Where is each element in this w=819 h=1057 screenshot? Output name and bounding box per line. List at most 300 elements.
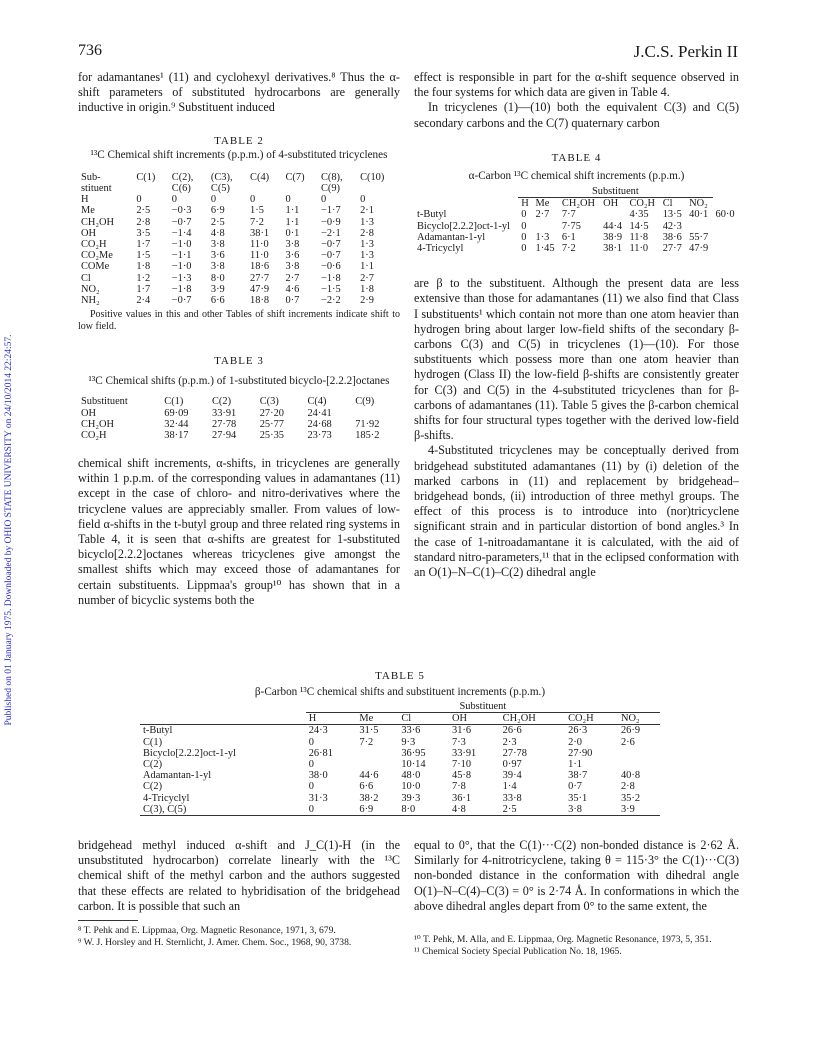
table-cell	[713, 232, 739, 243]
table-cell: 2·0	[568, 736, 582, 748]
table-cell: 48·0	[401, 770, 421, 782]
table-cell: 27·7	[662, 243, 682, 255]
table-cell: 44·4	[603, 220, 623, 232]
table-cell: 2·5	[210, 216, 225, 228]
paragraph: 4-Substituted tricyclenes may be conceptually derived from bridgehead substituted adamantanes (11) by (i) deletion of the marked carbons in (11) and replacement by bridgehead–bridgehead bonds, (ii) introduction of three methyl groups. The effect of this process is to introduce into (nor)tricyclene significant strain and in particular distortion of bond angles.³ In the case of 1-nitroadamantane it is calculated, with the aid of standard nitro-parameters,¹¹ that in the eclipsed conformation with an O(1)–N–C(1)–C(2) dihedral angle	[414, 443, 739, 580]
footnote: ¹⁰ T. Pehk, M. Alla, and E. Lippmaa, Org. Magnetic Resonance, 1973, 5, 351.	[414, 934, 712, 946]
column-header: NO₂	[618, 713, 660, 725]
table-cell: 0	[521, 231, 527, 243]
paragraph: chemical shift increments, α-shifts, in tricyclenes are generally within 1 p.p.m. of the corresponding values in adamantanes (11) except in the case of chloro- and nitro-derivatives where the tricyclene values are appreciably smaller. From values of low-field α-shifts in the t-butyl group and three related ring systems in Table 4, it is seen that α-shifts are greatest for 1-substituted bicyclo[2.2.2]octanes whereas tricyclenes give amongst the smallest shifts which may exceed those of adamantanes for certain substituents. Lippmaa's group¹⁰ has shown that in a number of bicyclic systems both the	[78, 456, 400, 607]
table-cell: 2·5	[136, 205, 151, 217]
table-cell: 1·1	[360, 261, 374, 273]
row-label: CH₂OH	[81, 418, 115, 430]
table-cell: 33·91	[212, 407, 237, 419]
table-cell: −1·8	[320, 272, 341, 284]
table-cell: 1·4	[502, 781, 517, 793]
table-cell: −0·7	[171, 295, 192, 307]
row-label: OH	[81, 227, 97, 239]
table-cell: 44·6	[359, 770, 379, 782]
table-cell	[352, 408, 400, 419]
column-header: C(4)	[250, 171, 270, 183]
left-column-bottom	[78, 838, 400, 948]
table-cell: 39·3	[401, 792, 421, 804]
table-cell: 2·8	[360, 227, 374, 239]
table-cell: 24·3	[308, 725, 328, 737]
table-cell: 8·0	[398, 804, 449, 816]
table-4-grid	[414, 186, 739, 254]
table-cell: 23·73	[307, 430, 332, 442]
table-cell: 9·3	[401, 736, 416, 748]
column-header: Substituent	[81, 396, 128, 408]
table-title: β-Carbon ¹³C chemical shifts and substituent increments (p.p.m.)	[254, 686, 546, 698]
table-row	[78, 273, 400, 284]
table-cell: −1·3	[171, 272, 192, 284]
row-label: 4-Tricyclyl	[143, 792, 190, 804]
table-cell: 3·8	[285, 239, 300, 251]
table-cell: 25·77	[259, 418, 284, 430]
table-cell: 2·1	[360, 205, 374, 217]
table-cell: 7·8	[452, 781, 466, 793]
table-title: ¹³C Chemical shifts (p.p.m.) of 1-substituted bicyclo-[2.2.2]octanes	[88, 375, 390, 388]
table-cell: 3·8	[285, 261, 300, 273]
table-cell: 27·90	[568, 747, 593, 759]
table-cell	[356, 759, 398, 770]
table-cell: 35·1	[568, 792, 588, 804]
table-cell: −2·1	[320, 227, 341, 239]
table-cell: 11·0	[629, 243, 649, 255]
row-label: CO₂H	[81, 430, 107, 442]
table-cell: 0	[521, 209, 527, 221]
table-cell: 25·35	[259, 430, 284, 442]
table-cell: 1·1	[568, 759, 582, 771]
table-cell: 4·8	[210, 227, 225, 239]
row-label: C(3), C(5)	[140, 804, 306, 816]
row-label: Adamantan-1-yl	[143, 770, 212, 782]
download-sidebar	[2, 150, 16, 910]
table-cell: 71·92	[355, 418, 380, 430]
table-5-grid	[140, 701, 660, 816]
header-cell	[414, 186, 518, 198]
table-row	[140, 804, 660, 816]
table-cell: 6·6	[359, 781, 374, 793]
table-cell: −0·6	[320, 261, 341, 273]
table-cell: 0	[210, 194, 217, 206]
table-row	[140, 725, 660, 737]
row-label: CO₂Me	[81, 250, 113, 262]
table-row	[78, 295, 400, 306]
table-cell: 0·7	[285, 295, 300, 307]
table-cell: 0	[308, 736, 314, 748]
table-cell: 1·3	[360, 250, 374, 262]
table-cell: 1·1	[285, 205, 300, 217]
table-cell: 33·91	[452, 747, 477, 759]
table-cell: 10·14	[401, 759, 426, 771]
table-cell: 1·8	[360, 283, 374, 295]
table-cell: 2·4	[136, 295, 151, 307]
table-cell: 6·6	[210, 295, 225, 307]
table-cell: −1·8	[171, 283, 192, 295]
row-label: Me	[81, 205, 95, 217]
table-cell: 6·9	[356, 804, 398, 816]
table-cell: 0	[360, 194, 366, 206]
table-row	[78, 217, 400, 228]
paragraph: equal to 0°, that the C(1)···C(2) non-bonded distance is 2·62 Å. Similarly for 4-nitrotricyclene, taking θ = 115·3° the C(1)···C(3) non-bonded distance in the conformation with dihedral angle O(1)–N–C(4)–C(3) = 0° is 2·74 Å. In conformations in which the above dihedral angles depart from 0° to the same extent, the	[414, 838, 739, 913]
table-row	[140, 759, 660, 770]
table-cell: 0	[285, 194, 291, 206]
table-cell: 38·6	[662, 231, 682, 243]
column-header: Cl	[398, 713, 449, 725]
table-row	[78, 430, 400, 441]
table-cell: −0·9	[320, 216, 341, 228]
table-cell	[533, 221, 559, 232]
table-cell: 2·8	[620, 781, 635, 793]
row-label: NO₂	[81, 283, 100, 295]
header-cell	[140, 701, 306, 713]
table-cell: 36·95	[401, 747, 426, 759]
table-cell: 35·2	[620, 792, 641, 804]
table-cell: 6·1	[561, 231, 576, 243]
table-cell: 13·5	[662, 209, 682, 221]
row-label: C(2)	[143, 781, 163, 793]
column-header: C(10)	[360, 171, 385, 183]
table-cell: 7·10	[452, 759, 472, 771]
column-header: Cl	[662, 198, 673, 210]
table-cell: 2·6	[620, 736, 635, 748]
table-cell: 26·81	[308, 747, 333, 759]
table-cell: 11·0	[250, 239, 269, 251]
table-cell: 10·0	[401, 781, 421, 793]
column-header: Sub- stituent	[81, 171, 112, 195]
table-note: Positive values in this and other Tables of shift increments indicate shift to low field.	[78, 309, 400, 332]
table-cell: 2·7	[535, 209, 550, 221]
row-label: Bicyclo[2.2.2]oct-1-yl	[417, 220, 510, 232]
table-cell: 14·5	[629, 220, 649, 232]
table-cell: 7·2	[250, 216, 264, 228]
table-cell: −0·3	[171, 205, 192, 217]
column-header: CH₂OH	[500, 713, 565, 725]
footnote: ⁹ W. J. Horsley and H. Sternlicht, J. Amer. Chem. Soc., 1968, 90, 3738.	[78, 936, 352, 948]
table-cell: 11·8	[629, 231, 649, 243]
table-cell: 0	[308, 759, 314, 771]
paragraph: for adamantanes¹ (11) and cyclohexyl derivatives.⁸ Thus the α-shift parameters of substituted hydrocarbons are generally inductive in origin.⁹ Substituent induced	[78, 70, 400, 115]
footnote: ⁸ T. Pehk and E. Lippmaa, Org. Magnetic Resonance, 1971, 3, 679.	[78, 925, 336, 937]
table-cell: 3·6	[285, 250, 300, 262]
table-cell	[600, 209, 626, 220]
group-header-row	[414, 186, 739, 198]
table-cell: 2·3	[502, 736, 517, 748]
table-row	[78, 228, 400, 239]
table-cell	[686, 221, 712, 232]
table-cell: 0	[521, 220, 527, 232]
column-header: C(2), C(6)	[171, 171, 194, 195]
table-cell: 4·8	[449, 804, 500, 816]
group-header-row	[140, 701, 660, 713]
table-cell: −1·1	[171, 250, 192, 262]
table-cell: 38·2	[359, 792, 379, 804]
row-label: Bicyclo[2.2.2]oct-1-yl	[143, 747, 236, 759]
table-cell: 3·8	[210, 261, 225, 273]
table-cell: 1·2	[136, 272, 151, 284]
table-cell: 27·78	[502, 747, 527, 759]
column-header: C(3)	[259, 396, 279, 408]
table-cell: 1·5	[250, 205, 264, 217]
table-cell: 38·1	[603, 243, 623, 255]
table-cell: −1·5	[320, 283, 341, 295]
group-label: Substituent	[306, 701, 660, 713]
left-column-middle	[78, 456, 400, 608]
table-cell: 3·9	[618, 804, 660, 816]
column-header: C(1)	[164, 396, 184, 408]
table-cell: 60·0	[715, 209, 735, 221]
header-row	[414, 198, 739, 210]
table-cell: 1·8	[136, 261, 151, 273]
table-cell: 0·7	[568, 781, 582, 793]
table-cell: 31·3	[308, 792, 328, 804]
column-header: CH₂OH	[561, 198, 595, 210]
column-header: H	[521, 198, 529, 210]
table-row	[414, 232, 739, 243]
table-cell: 55·7	[689, 231, 709, 243]
table-row	[140, 793, 660, 804]
table-cell: 0	[171, 194, 177, 206]
column-header: CO₂H	[629, 198, 656, 210]
table-5	[140, 670, 660, 816]
paragraph: effect is responsible in part for the α-shift sequence observed in the four systems for which data are given in Table 4.	[414, 70, 739, 100]
row-label: t-Butyl	[143, 725, 173, 737]
table-cell: 0	[136, 194, 142, 206]
row-label: NH₂	[81, 295, 100, 307]
table-cell: −0·7	[171, 216, 192, 228]
table-cell: 18·8	[250, 295, 270, 307]
table-cell: 1·3	[360, 239, 374, 251]
table-row	[140, 781, 660, 792]
table-cell: 40·8	[620, 770, 641, 782]
table-cell: 8·0	[210, 272, 225, 284]
table-caption: TABLE 2	[214, 134, 264, 147]
table-cell: 2·8	[136, 216, 151, 228]
header-row	[140, 713, 660, 725]
table-cell: 0	[250, 194, 256, 206]
table-cell: 47·9	[250, 283, 270, 295]
page-number: 736	[78, 42, 102, 59]
table-cell: 33·6	[401, 725, 421, 737]
table-cell: 27·78	[212, 418, 237, 430]
table-cell: 26·3	[568, 725, 588, 737]
table-cell: 11·0	[250, 250, 269, 262]
paragraph: bridgehead methyl induced α-shift and J_C(1)-H (in the unsubstituted hydrocarbon) correlate linearly with the ¹³C chemical shift of the methyl carbon and the authors suggested that these effects are related to hybridisation of the bridgehead carbon. It is possible that such an	[78, 838, 400, 913]
table-cell: 24·41	[307, 407, 332, 419]
column-header: OH	[449, 713, 500, 725]
table-cell: 2·5	[500, 804, 565, 816]
column-header: C(1)	[136, 171, 156, 183]
table-cell: 26·6	[502, 725, 522, 737]
row-label: C(2)	[143, 759, 163, 771]
table-cell: 1·7	[136, 239, 151, 251]
table-cell: 38·9	[603, 231, 623, 243]
row-label: 4-Tricyclyl	[417, 243, 464, 255]
page-header	[78, 42, 738, 64]
row-label: COMe	[81, 261, 110, 273]
table-3-grid	[78, 396, 400, 441]
table-cell: 2·7	[285, 272, 300, 284]
table-cell: 40·1	[689, 209, 709, 221]
table-cell: 32·44	[164, 418, 189, 430]
column-header: H	[306, 713, 357, 725]
table-title: ¹³C Chemical shift increments (p.p.m.) of 4-substituted tricyclenes	[90, 148, 388, 161]
table-row	[78, 205, 400, 216]
table-cell: 0	[306, 804, 357, 816]
row-label: OH	[81, 407, 97, 419]
table-cell: 47·9	[689, 243, 709, 255]
table-cell: 7·7	[561, 209, 576, 221]
table-cell: 38·0	[308, 770, 328, 782]
row-label: Adamantan-1-yl	[417, 231, 486, 243]
row-label: C(1)	[143, 736, 163, 748]
table-cell: 6·9	[210, 205, 225, 217]
table-title: α-Carbon ¹³C chemical shift increments (p.p.m.)	[468, 170, 685, 183]
table-cell: 7·2	[561, 243, 576, 255]
table-cell: 3·5	[136, 227, 151, 239]
table-caption: TABLE 4	[551, 151, 602, 164]
table-cell	[618, 759, 660, 770]
table-caption: TABLE 3	[214, 355, 264, 368]
table-cell: 7·3	[452, 736, 466, 748]
left-column-top	[78, 70, 400, 441]
table-cell: 4·6	[285, 283, 300, 295]
footnote: ¹¹ Chemical Society Special Publication No. 18, 1965.	[414, 945, 622, 957]
table-cell: 0	[308, 781, 314, 793]
table-caption: TABLE 5	[375, 670, 425, 682]
table-row	[78, 261, 400, 272]
table-cell: 1·5	[136, 250, 151, 262]
column-header: C(7)	[285, 171, 305, 183]
table-cell: 36·1	[452, 792, 472, 804]
table-cell: 4·35	[629, 209, 649, 221]
table-row	[414, 243, 739, 254]
right-column-top	[414, 70, 739, 580]
table-cell: 38·1	[250, 227, 270, 239]
table-row	[78, 194, 400, 205]
table-cell: 27·94	[212, 430, 237, 442]
table-cell: −1·7	[320, 205, 341, 217]
table-cell	[713, 221, 739, 232]
table-cell: 3·8	[210, 239, 225, 251]
row-label: CO₂H	[81, 239, 107, 251]
table-cell: 185·2	[355, 430, 380, 442]
table-cell: 45·8	[452, 770, 472, 782]
table-3	[78, 354, 400, 441]
table-cell: 38·7	[568, 770, 588, 782]
table-cell: −2·2	[320, 295, 341, 307]
right-column-bottom	[414, 838, 739, 957]
column-header: Me	[356, 713, 398, 725]
column-header: (C3), C(5)	[210, 171, 233, 195]
table-cell: 27·20	[259, 407, 284, 419]
table-cell: 39·4	[502, 770, 522, 782]
table-cell: 3·9	[210, 283, 225, 295]
table-cell: 0	[521, 243, 527, 255]
table-cell: 27·7	[250, 272, 270, 284]
table-cell: −1·4	[171, 227, 192, 239]
group-label: Substituent	[518, 186, 712, 198]
column-header: C(2)	[212, 396, 232, 408]
row-label: H	[81, 194, 89, 206]
table-cell: 1·3	[535, 231, 550, 243]
table-row	[78, 239, 400, 250]
table-cell: −0·7	[320, 239, 341, 251]
table-cell: 31·6	[452, 725, 472, 737]
table-cell: 3·6	[210, 250, 225, 262]
table-cell: 38·17	[164, 430, 189, 442]
table-cell: 1·3	[360, 216, 374, 228]
download-notice: Published on 01 January 1975. Downloaded by OHIO STATE UNIVERSITY on 24/10/2014 22:24:57.	[4, 334, 14, 726]
column-header: OH	[603, 198, 619, 210]
table-cell: 31·5	[359, 725, 379, 737]
table-cell: −1·0	[171, 261, 192, 273]
column-header: C(9)	[355, 396, 375, 408]
paragraph: In tricyclenes (1)—(10) both the equivalent C(3) and C(5) secondary carbons and the C(7) quaternary carbon	[414, 100, 739, 130]
column-header: Me	[535, 198, 550, 210]
table-cell: 42·3	[662, 220, 682, 232]
table-cell	[356, 748, 398, 759]
footnote-rule	[78, 920, 138, 921]
table-cell: 7·2	[359, 736, 374, 748]
column-header	[414, 198, 518, 210]
column-header: NO₂	[689, 198, 708, 210]
paragraph: are β to the substituent. Although the present data are less extensive than those for adamantanes (11) we also find that Class I substituents¹ which contain not more than one atom heavier than hydrogen bring about larger low-field shifts of the secondary β-carbons C(3) and C(5) in tricyclenes (1)—(10). For those substituents which possess more than one atom heavier than hydrogen (Class II) the low-field β-shifts are consistently greater for C(3) and C(5) in the 4-substituted tricyclenes than for β-carbons of adamantanes (11). Table 5 gives the β-carbon chemical shifts for four structural types together with the derived low-field β-shifts.	[414, 276, 739, 443]
table-cell: −1·0	[171, 239, 192, 251]
table-cell: 2·7	[360, 272, 374, 284]
header-row	[78, 172, 400, 194]
table-row	[78, 284, 400, 295]
table-cell: 69·09	[164, 407, 189, 419]
column-header: CO₂H	[565, 713, 618, 725]
table-2	[78, 134, 400, 333]
table-4	[414, 151, 739, 254]
table-cell: 0·1	[285, 227, 300, 239]
table-row	[414, 209, 739, 220]
table-row	[78, 419, 400, 430]
table-cell: 26·9	[620, 725, 641, 737]
column-header: C(4)	[307, 396, 327, 408]
table-cell: 7·75	[561, 220, 581, 232]
table-cell: 1·1	[285, 216, 300, 228]
table-row	[140, 737, 660, 748]
table-cell: −0·7	[320, 250, 341, 262]
table-cell: 0	[320, 194, 327, 206]
column-header: C(8), C(9)	[320, 171, 343, 195]
table-row	[78, 408, 400, 419]
table-cell: 2·9	[360, 295, 374, 307]
column-header	[140, 713, 306, 725]
journal-name: J.C.S. Perkin II	[633, 42, 738, 61]
table-cell: 1·7	[136, 283, 151, 295]
table-row	[140, 748, 660, 759]
table-row	[140, 770, 660, 781]
table-2-grid	[78, 172, 400, 306]
table-cell	[713, 243, 739, 254]
row-label: Cl	[81, 272, 91, 284]
table-cell: 24·68	[307, 418, 332, 430]
table-row	[78, 250, 400, 261]
row-label: t-Butyl	[417, 209, 447, 221]
table-row	[414, 221, 739, 232]
table-cell: 18·6	[250, 261, 270, 273]
header-row	[78, 396, 400, 407]
table-cell: 3·8	[565, 804, 618, 816]
table-cell: 0·97	[502, 759, 522, 771]
table-cell	[618, 748, 660, 759]
